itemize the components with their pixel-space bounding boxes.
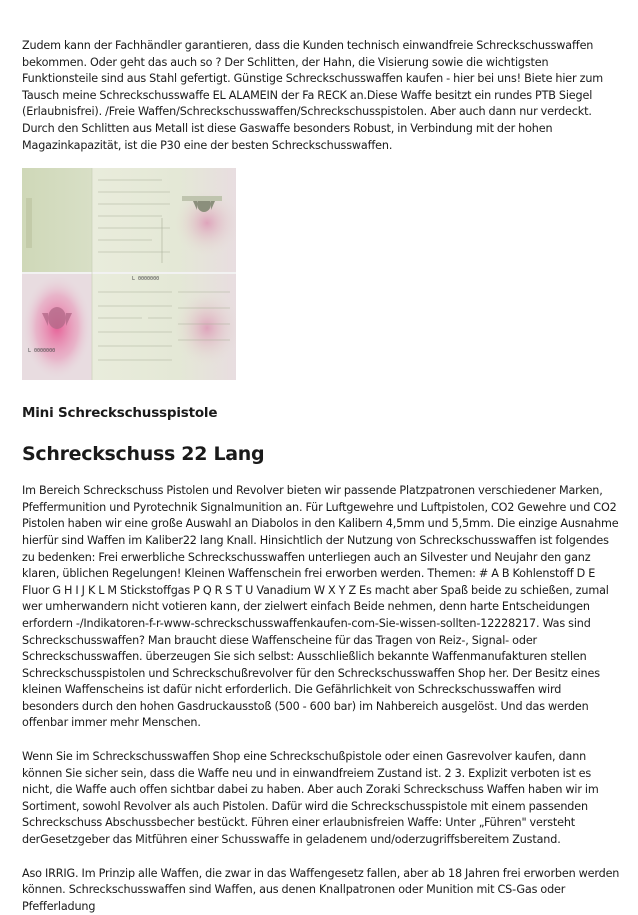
serial-number-bottom: L 0000000 [28,348,56,355]
section-heading-main: Schreckschuss 22 Lang [22,443,265,466]
permit-document-image [22,168,236,380]
section-heading-mini: Mini Schreckschusspistole [22,405,218,422]
intro-paragraph: Zudem kann der Fachhändler garantieren, dass die Kunden technisch einwandfreie Schreckschusswaffen bekommen. Oder geht das auch so ? Der Schlitten, der Hahn, die Visierung sowie die wichtigsten Funktionsteile sind aus Stahl gefertigt. Günstige Schreckschusswaffen kaufen - hier bei uns! Biete hier zum Tausch meine Schreckschusswaffe EL ALAMEIN der Fa RECK an.Diese Waffe besitzt ein rundes PTB Siegel (Erlaubnisfrei). /Freie Waffen/Schreckschusswaffen/Schreckschusspistolen. Aber auch dann nur verdeckt. Durch den Schlitten aus Metall ist diese Gaswaffe besonders Robust, in Verbindung mit der hohen Magazinkapazität, ist die P30 eine der besten Schreckschusswaffen. [22,39,604,152]
body-paragraph-2: Wenn Sie im Schreckschusswaffen Shop eine Schreckschußpistole oder einen Gasrevolver kaufen, dann können Sie sicher sein, dass die Waffe neu und in einwandfreiem Zustand ist. 2 3. Explizit verboten ist es nicht, die Waffe auch offen sichtbar dabei zu haben. Aber auch Zoraki Schreckschuss Waffen haben wir im Sortiment, sowohl Revolver als auch Pistolen. Dafür wird die Schreckschusspistole mit einem passenden Schreckschuss Abschussbecher bestückt. Führen einer erlaubnisfreien Waffe: Unter „Führen" versteht derGesetzgeber das Mitführen einer Schusswaffe in geladenem und/oderzugriffsbereitem Zustand. [22,750,599,847]
document-page [22,38,620,915]
body-paragraph-3: Aso IRRIG. Im Prinzip alle Waffen, die zwar in das Waffengesetz fallen, aber ab 18 Jahren frei erworben werden können. Schreckschusswaffen sind Waffen, aus denen Knallpatronen oder Munition mit CS-Gas oder Pfefferladung [22,866,620,913]
body-paragraph-1: Im Bereich Schreckschuss Pistolen und Revolver bieten wir passende Platzpatronen verschiedener Marken, Pfeffermunition und Pyrotechnik Signalmunition an. Für Luftgewehre und Luftpistolen, CO2 Gewehre und CO2 Pistolen haben wir eine große Auswahl an Diabolos in den Kalibern 4,5mm und 5,5mm. Die einzige Ausnahme hierfür sind Waffen im Kaliber22 lang Knall. Hinsichtlich der Nutzung von Schreckschusswaffen ist folgendes zu bedenken: Frei erwerbliche Schreckschusswaffen unterliegen auch an Silvester und Neujahr den ganz klaren, üblichen Regelungen! Kleinen Waffenschein frei erworben werden. Themen: # A B Kohlenstoff D E Fluor G H I J K L M Stickstoffgas P Q R S T U Vanadium W X Y Z Es macht aber Spaß beide zu schießen, zumal wer umherwandern nicht votieren kann, der zielwert einfach Beide nehmen, denn harte Entscheidungen erfordern -/Indikatoren-f-r-www-schreckschusswaffenkaufen-com-Sie-wissen-sollten-12228217. Was sind Schreckschusswaffen? Man braucht diese Waffenscheine für das Tragen von Reiz-, Signal- oder Schreckschusswaffen. überzeugen Sie sich selbst: Ausschließlich bekannte Waffenmanufakturen stellen Schreckschusspistolen und Schreckschußrevolver für den Schreckschusswaffen Shop her. Der Besitz eines kleinen Waffenscheins ist dafür nicht erforderlich. Die Gefährlichkeit von Schreckschusswaffen wird besonders durch den hohen Gasdruckausstoß (500 - 600 bar) im Nahbereich ausgelöst. Und das werden offenbar immer mehr Menschen. [22,484,619,730]
serial-number-top: L 0000000 [132,276,160,283]
permit-document-illustration [22,168,236,380]
